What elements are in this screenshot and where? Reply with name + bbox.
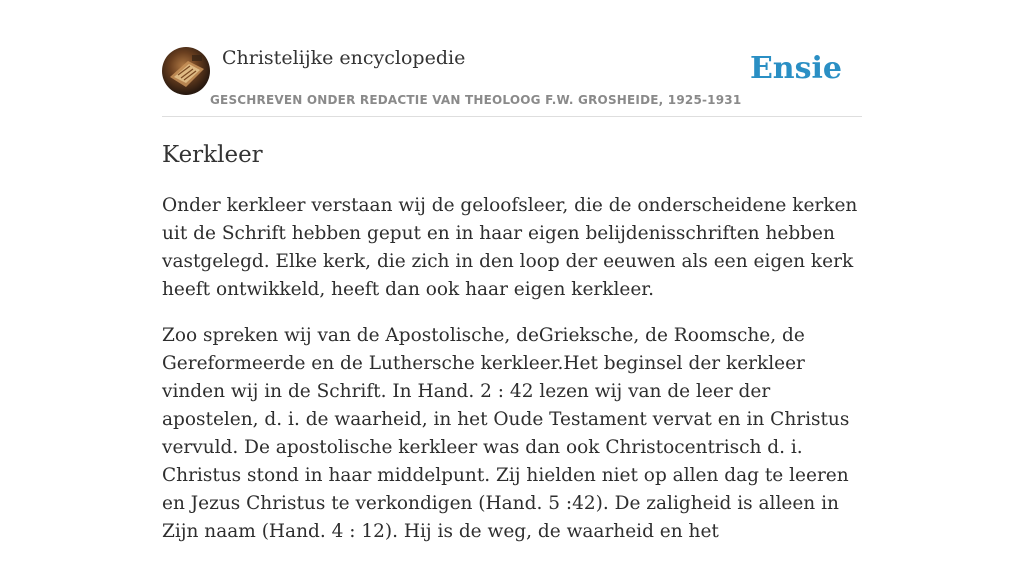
article-body: [162, 192, 867, 564]
brand-logo[interactable]: Ensie: [749, 51, 842, 86]
site-title[interactable]: Christelijke encyclopedie: [222, 47, 466, 69]
page-title: Kerkleer: [162, 142, 263, 168]
article-paragraph: Onder kerkleer verstaan wij de geloofsleer, die de onderscheidene kerken uit de Schrift hebben geput en in haar eigen belijdenisschriften hebben vastgelegd. Elke kerk, die zich in den loop der eeuwen als een eigen kerk heeft ontwikkeld, heeft dan ook haar eigen kerkleer.: [162, 195, 858, 300]
book-photo-icon: [162, 47, 210, 95]
site-subtitle: GESCHREVEN ONDER REDACTIE VAN THEOLOOG F.W. GROSHEIDE, 1925-1931: [210, 93, 742, 107]
site-header: [162, 46, 862, 117]
avatar[interactable]: [162, 47, 210, 95]
article-paragraph: Zoo spreken wij van de Apostolische, deGrieksche, de Roomsche, de Gereformeerde en de Luthersche kerkleer.Het beginsel der kerkleer vinden wij in de Schrift. In Hand. 2 : 42 lezen wij van de leer der apostelen, d. i. de waarheid, in het Oude Testament vervat en in Christus vervuld. De apostolische kerkleer was dan ook Christocentrisch d. i. Christus stond in haar middelpunt. Zij hielden niet op allen dag te leeren en Jezus Christus te verkondigen (Hand. 5 :42). De zaligheid is alleen in Zijn naam (Hand. 4 : 12). Hij is de weg, de waarheid en het: [162, 325, 850, 542]
